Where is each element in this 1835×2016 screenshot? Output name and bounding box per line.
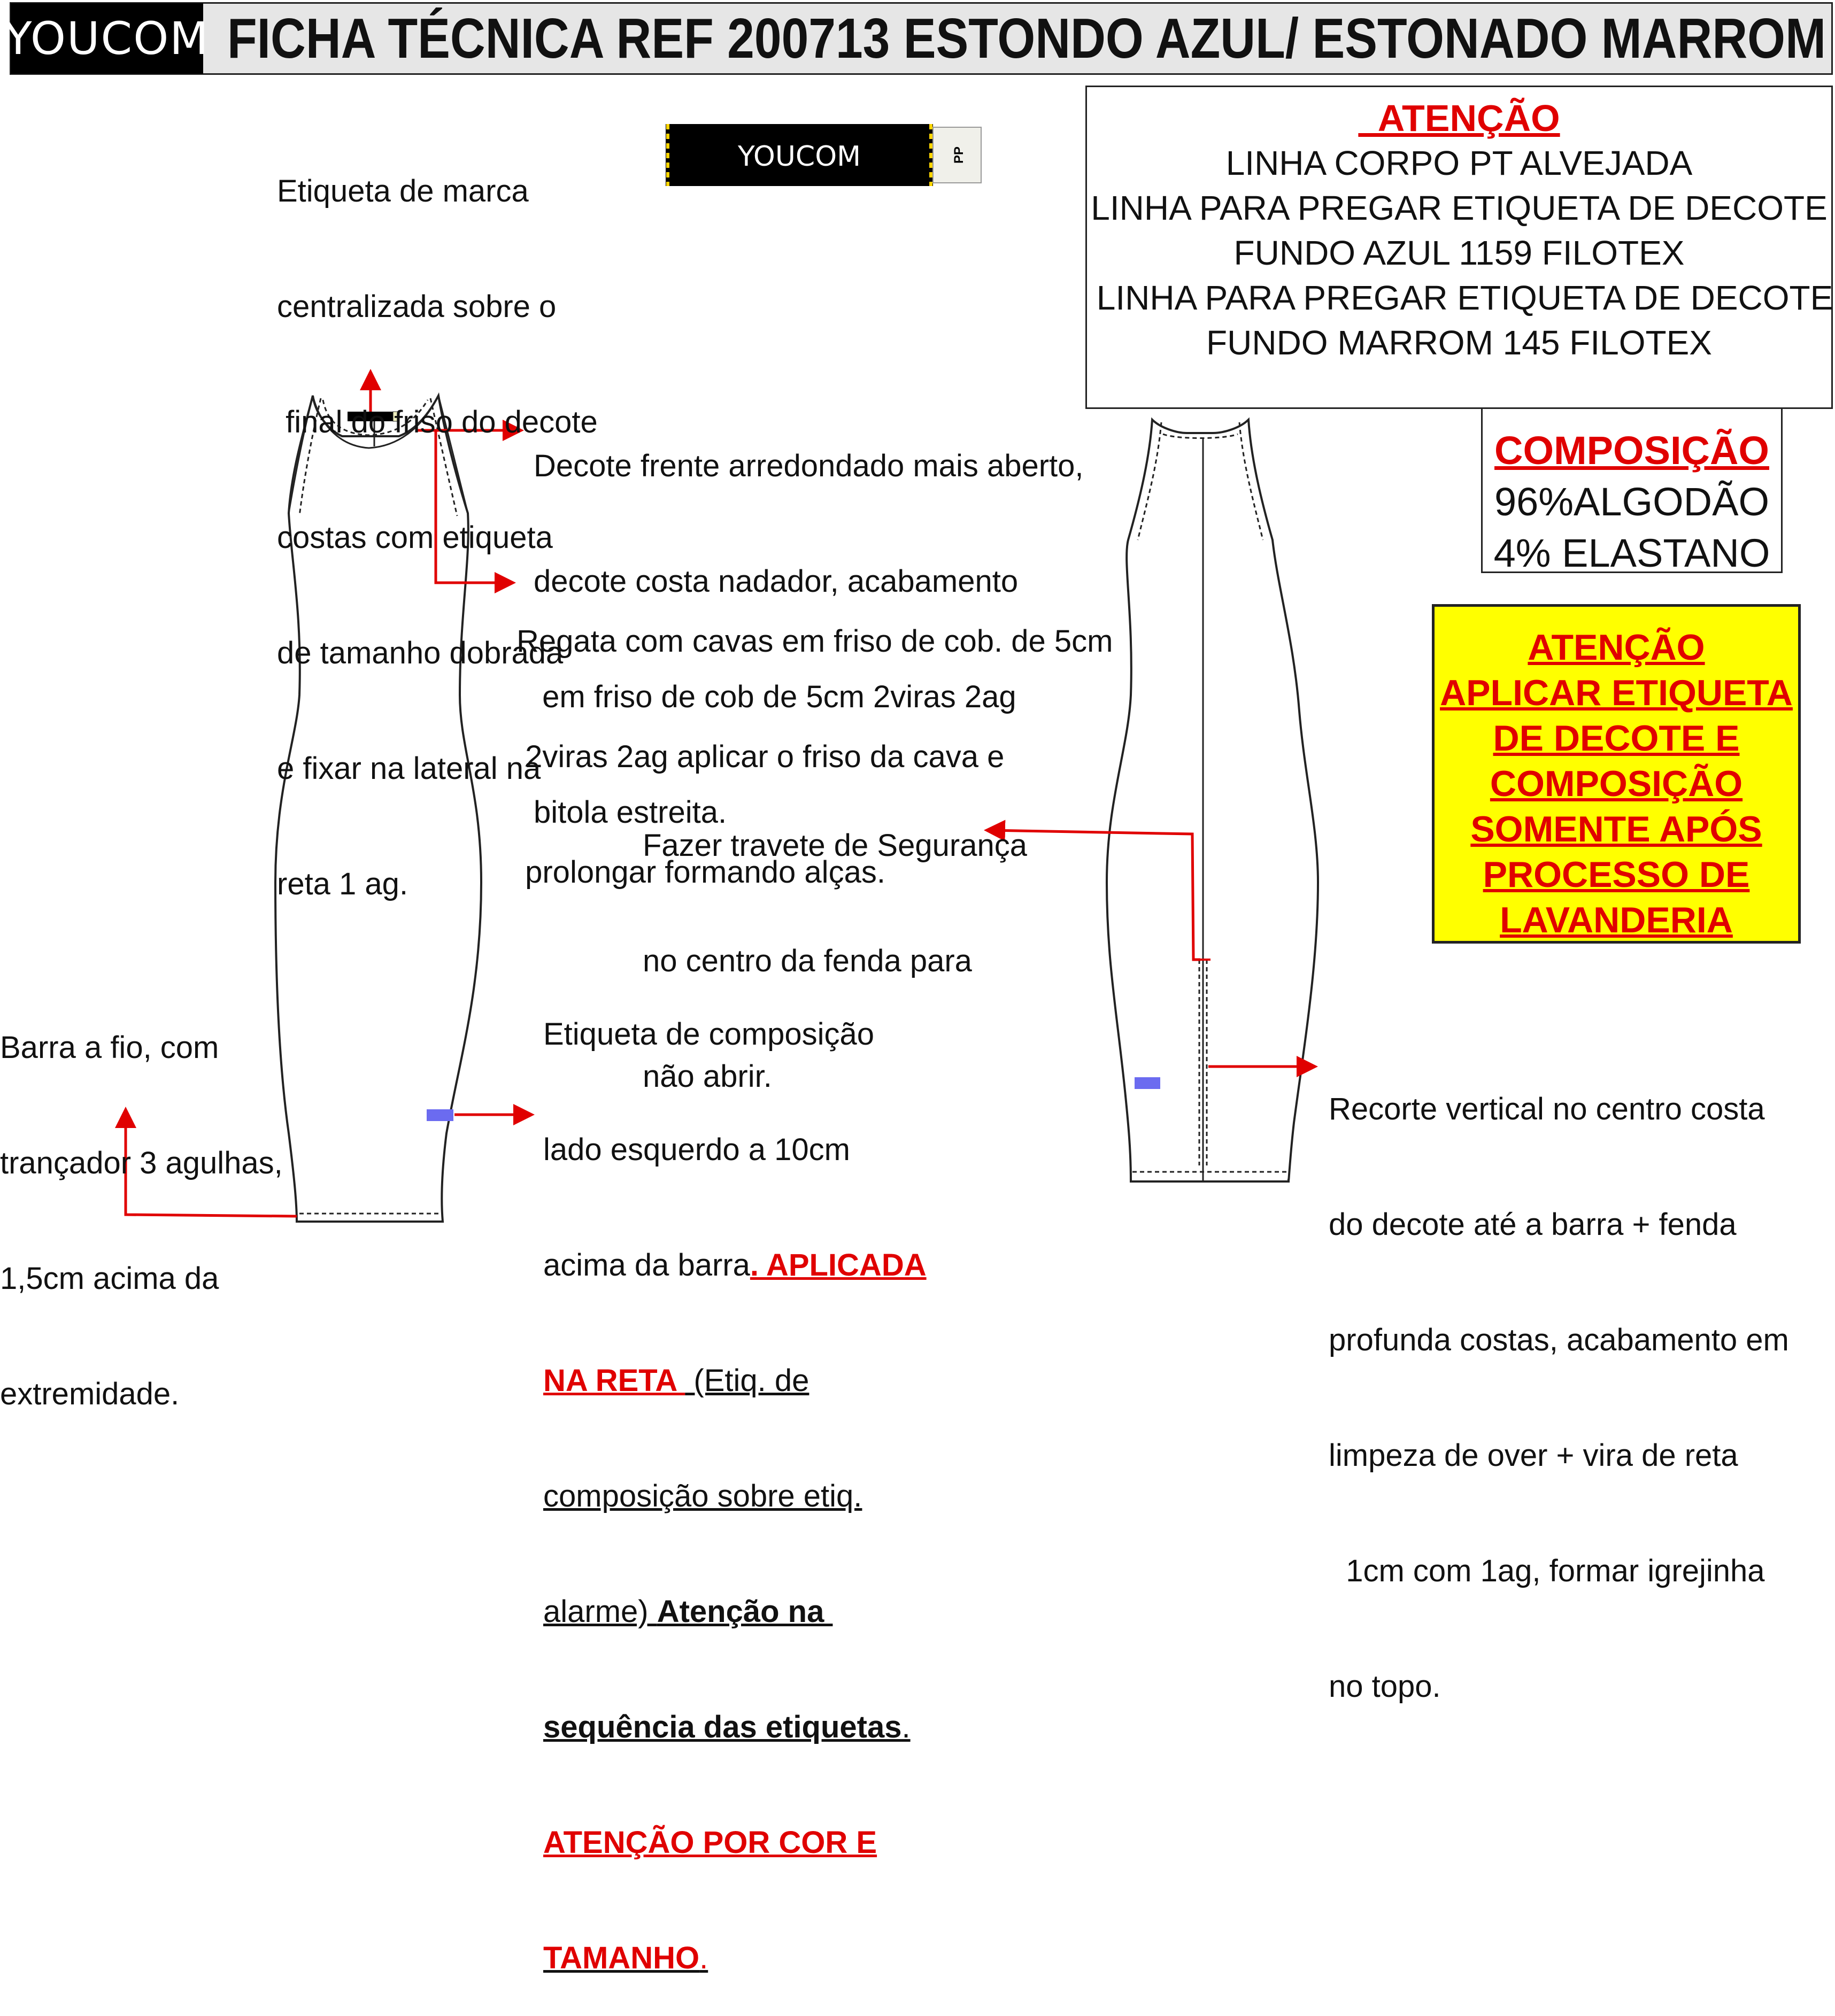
composition-title: COMPOSIÇÃO [1494,428,1769,473]
note-line: Regata com cavas em friso de cob. de 5cm [516,624,1113,659]
warning-line: LAVANDERIA [1500,900,1733,940]
brand-logo: YOUCOM [11,3,203,74]
note-line: trançador 3 agulhas, [0,1146,283,1180]
note-line [543,1362,927,1400]
note-line [543,1708,927,1747]
note-text: alarme) [543,1594,657,1629]
note-line: Decote frente arredondado mais aberto, [534,449,1084,483]
note-line: 2viras 2ag aplicar o friso da cava e [516,739,1005,774]
attention-title: ATENÇÃO [1358,97,1560,139]
attention-line: LINHA CORPO PT ALVEJADA [1225,144,1693,182]
note-line: composição sobre etiq. [543,1479,862,1513]
label-brand-text: YOUCOM [737,141,861,173]
attention-line: FUNDO AZUL 1159 FILOTEX [1233,234,1685,272]
note-composition-label [543,938,927,2016]
warning-line: APLICAR ETIQUETA [1440,673,1793,713]
note-line: decote costa nadador, acabamento [534,564,1019,599]
warning-line: COMPOSIÇÃO [1490,763,1743,804]
note-highlight: NA RETA [543,1363,685,1398]
note-line [543,1593,927,1631]
note-line: do decote até a barra + fenda [1329,1207,1737,1242]
back-composition-label-mark [1135,1077,1160,1089]
note-line: Barra a fio, com [0,1030,219,1065]
attention-line: LINHA PARA PREGAR ETIQUETA DE DECOTE [1091,189,1828,227]
warning-line: DE DECOTE E [1493,718,1740,759]
warning-line: SOMENTE APÓS [1470,809,1762,849]
warning-line: ATENÇÃO [1528,627,1705,668]
attention-line: LINHA PARA PREGAR ETIQUETA DE DECOTE [1087,279,1833,317]
note-text: acima da barra [543,1248,750,1283]
note-line [543,1939,927,1978]
note-text: . [901,1710,911,1744]
composition-line: 96%ALGODÃO [1494,480,1770,524]
note-text: (Etiq. de [685,1363,809,1398]
label-size-text: PP [952,146,966,164]
warning-box [1432,604,1801,944]
note-line: costas com etiqueta [277,520,553,555]
attention-line: FUNDO MARROM 145 FILOTEX [1206,323,1712,362]
brand-label-image [666,122,986,188]
note-highlight: . APLICADA [750,1248,927,1283]
note-line: não abrir. [643,1059,772,1094]
note-line: em friso de cob de 5cm 2viras 2ag [534,679,1016,714]
note-line: prolongar formando alças. [516,855,885,890]
note-line [543,1246,927,1285]
note-line: 1cm com 1ag, formar igrejinha [1329,1554,1765,1588]
note-highlight: TAMANHO [543,1941,700,1975]
attention-box [1085,86,1833,409]
note-line: profunda costas, acabamento em [1329,1323,1789,1357]
note-back-seam [1329,1013,1789,1744]
note-line: final do friso do decote [277,405,598,439]
note-line: reta 1 ag. [277,867,408,901]
note-line: limpeza de over + vira de reta [1329,1438,1738,1473]
front-composition-label-mark [427,1109,453,1121]
note-line: centralizada sobre o [277,289,557,324]
composition-box [1481,407,1783,573]
note-line: de tamanho dobrada [277,636,564,670]
composition-line: 4% ELASTANO [1493,531,1770,575]
note-line: bitola estreita. [534,795,727,830]
note-hem [0,952,283,1452]
note-line: Fazer travete de Segurança [643,828,1027,863]
note-line: Etiqueta de marca [277,174,529,208]
note-line: 1,5cm acima da [0,1261,219,1296]
warning-line: PROCESSO DE [1483,854,1750,895]
note-line: lado esquerdo a 10cm [543,1132,850,1167]
note-line: no topo. [1329,1669,1441,1704]
note-line: no centro da fenda para [643,944,972,978]
page-title: FICHA TÉCNICA REF 200713 ESTONDO AZUL/ ESTONADO MARROM [227,6,1826,70]
note-line: Etiqueta de composição [543,1017,875,1052]
note-line: extremidade. [0,1377,180,1411]
note-line: e fixar na lateral na [277,751,541,786]
note-line: Recorte vertical no centro costa [1329,1092,1765,1126]
note-text: . [699,1941,708,1975]
note-highlight: sequência das etiquetas [543,1710,902,1744]
note-line: ATENÇÃO POR COR E [543,1825,877,1860]
note-highlight: Atenção na [657,1594,833,1629]
